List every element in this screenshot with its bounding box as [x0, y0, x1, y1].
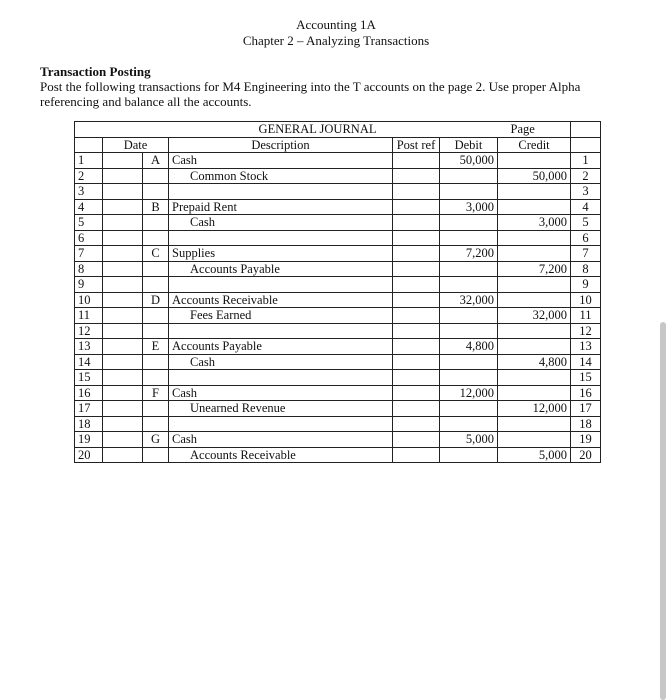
- credit-cell[interactable]: 4,800: [498, 354, 571, 370]
- transaction-letter: [143, 230, 169, 246]
- date-cell[interactable]: [103, 292, 143, 308]
- description-cell[interactable]: [169, 184, 393, 200]
- journal-header-row: [75, 122, 601, 138]
- line-number: 10: [75, 292, 103, 308]
- description-cell[interactable]: [169, 323, 393, 339]
- debit-cell[interactable]: 12,000: [440, 385, 498, 401]
- account-name: Accounts Receivable: [172, 292, 278, 307]
- post-ref-cell[interactable]: [393, 199, 440, 215]
- line-number: 5: [75, 215, 103, 231]
- debit-cell[interactable]: 7,200: [440, 246, 498, 262]
- account-name: Cash: [190, 215, 215, 230]
- line-number: 15: [75, 370, 103, 386]
- description-cell[interactable]: [169, 215, 393, 231]
- credit-cell[interactable]: [498, 385, 571, 401]
- debit-cell[interactable]: [440, 230, 498, 246]
- journal-row: [75, 323, 601, 339]
- post-ref-cell[interactable]: [393, 447, 440, 463]
- document-title: Accounting 1A: [296, 17, 376, 32]
- debit-cell[interactable]: [440, 184, 498, 200]
- journal-row: [75, 215, 601, 231]
- transaction-letter: [143, 370, 169, 386]
- column-header-row: [75, 137, 601, 153]
- credit-cell[interactable]: [498, 199, 571, 215]
- debit-cell[interactable]: [440, 416, 498, 432]
- transaction-letter: B: [143, 199, 169, 215]
- description-cell[interactable]: [169, 354, 393, 370]
- account-name: Accounts Payable: [172, 339, 262, 354]
- credit-cell[interactable]: 32,000: [498, 308, 571, 324]
- post-ref-cell[interactable]: [393, 308, 440, 324]
- debit-cell[interactable]: 32,000: [440, 292, 498, 308]
- line-number: 6: [75, 230, 103, 246]
- credit-cell[interactable]: [498, 339, 571, 355]
- debit-cell[interactable]: [440, 370, 498, 386]
- date-cell[interactable]: [103, 199, 143, 215]
- journal-row: [75, 447, 601, 463]
- description-cell[interactable]: [169, 416, 393, 432]
- right-line-number: 13: [571, 339, 601, 355]
- post-ref-cell[interactable]: [393, 416, 440, 432]
- date-cell[interactable]: [103, 416, 143, 432]
- instructions-text: Post the following transactions for M4 Engineering into the T accounts on the page 2. Use proper Alpha referencing and balance all the accounts.: [40, 79, 581, 109]
- date-cell[interactable]: [103, 277, 143, 293]
- vertical-scrollbar[interactable]: [660, 322, 666, 700]
- date-cell[interactable]: [103, 370, 143, 386]
- journal-row: [75, 184, 601, 200]
- description-header: Description: [169, 137, 393, 153]
- right-line-number: 15: [571, 370, 601, 386]
- journal-row: [75, 401, 601, 417]
- journal-row: [75, 385, 601, 401]
- debit-cell[interactable]: [440, 354, 498, 370]
- credit-header: Credit: [498, 137, 571, 153]
- journal-row: [75, 199, 601, 215]
- transaction-letter: [143, 308, 169, 324]
- post-ref-cell[interactable]: [393, 354, 440, 370]
- right-line-number: 8: [571, 261, 601, 277]
- date-cell[interactable]: [103, 184, 143, 200]
- line-number: 9: [75, 277, 103, 293]
- line-number: 14: [75, 354, 103, 370]
- right-line-number: 16: [571, 385, 601, 401]
- post-ref-cell[interactable]: [393, 277, 440, 293]
- right-line-number: 5: [571, 215, 601, 231]
- description-cell[interactable]: [169, 432, 393, 448]
- credit-cell[interactable]: [498, 416, 571, 432]
- date-cell[interactable]: [103, 354, 143, 370]
- description-cell[interactable]: [169, 370, 393, 386]
- credit-cell[interactable]: [498, 323, 571, 339]
- description-cell[interactable]: [169, 153, 393, 169]
- account-name: Prepaid Rent: [172, 199, 237, 214]
- transaction-letter: [143, 261, 169, 277]
- line-number: 12: [75, 323, 103, 339]
- journal-title: [75, 122, 571, 138]
- right-line-number: 7: [571, 246, 601, 262]
- line-number: 16: [75, 385, 103, 401]
- journal-row: [75, 168, 601, 184]
- credit-cell[interactable]: [498, 432, 571, 448]
- credit-cell[interactable]: [498, 370, 571, 386]
- date-cell[interactable]: [103, 308, 143, 324]
- journal-row: [75, 339, 601, 355]
- description-cell[interactable]: [169, 385, 393, 401]
- journal-title-text: GENERAL JOURNAL: [258, 122, 377, 137]
- post-ref-cell[interactable]: [393, 401, 440, 417]
- account-name: Fees Earned: [190, 308, 252, 323]
- description-cell[interactable]: [169, 230, 393, 246]
- line-number: 13: [75, 339, 103, 355]
- debit-header: Debit: [440, 137, 498, 153]
- transaction-letter: [143, 447, 169, 463]
- description-cell[interactable]: [169, 277, 393, 293]
- date-cell[interactable]: [103, 385, 143, 401]
- right-line-number: 12: [571, 323, 601, 339]
- line-number: 8: [75, 261, 103, 277]
- credit-cell[interactable]: [498, 292, 571, 308]
- transaction-letter: [143, 354, 169, 370]
- right-line-number: 9: [571, 277, 601, 293]
- post-ref-cell[interactable]: [393, 385, 440, 401]
- transaction-letter: [143, 416, 169, 432]
- right-line-number: 19: [571, 432, 601, 448]
- post-ref-cell[interactable]: [393, 339, 440, 355]
- transaction-letter: E: [143, 339, 169, 355]
- post-ref-cell[interactable]: [393, 246, 440, 262]
- journal-row: [75, 370, 601, 386]
- date-cell[interactable]: [103, 230, 143, 246]
- journal-row: [75, 230, 601, 246]
- description-cell[interactable]: [169, 168, 393, 184]
- debit-cell[interactable]: [440, 261, 498, 277]
- line-number: 18: [75, 416, 103, 432]
- debit-cell[interactable]: [440, 168, 498, 184]
- post-ref-cell[interactable]: [393, 230, 440, 246]
- account-name: Cash: [172, 432, 197, 447]
- right-line-number: 17: [571, 401, 601, 417]
- line-number: 2: [75, 168, 103, 184]
- right-line-number: 14: [571, 354, 601, 370]
- transaction-letter: G: [143, 432, 169, 448]
- credit-cell[interactable]: 7,200: [498, 261, 571, 277]
- account-name: Accounts Receivable: [190, 447, 296, 462]
- page-number-cell[interactable]: [571, 122, 601, 138]
- line-number: 11: [75, 308, 103, 324]
- line-number: 7: [75, 246, 103, 262]
- date-cell[interactable]: [103, 432, 143, 448]
- transaction-letter: A: [143, 153, 169, 169]
- date-cell[interactable]: [103, 153, 143, 169]
- section-title: Transaction Posting: [40, 64, 151, 79]
- page-label: Page: [510, 122, 535, 137]
- debit-cell[interactable]: [440, 308, 498, 324]
- date-cell[interactable]: [103, 168, 143, 184]
- debit-cell[interactable]: [440, 323, 498, 339]
- description-cell[interactable]: [169, 292, 393, 308]
- journal-row: [75, 292, 601, 308]
- description-cell[interactable]: [169, 246, 393, 262]
- general-journal-table: [74, 121, 601, 463]
- transaction-letter: [143, 401, 169, 417]
- line-number: 4: [75, 199, 103, 215]
- right-line-number: 6: [571, 230, 601, 246]
- debit-cell[interactable]: [440, 401, 498, 417]
- post-ref-cell[interactable]: [393, 432, 440, 448]
- account-name: Supplies: [172, 246, 216, 261]
- account-name: Common Stock: [190, 168, 269, 183]
- journal-row: [75, 246, 601, 262]
- description-cell[interactable]: [169, 261, 393, 277]
- description-cell[interactable]: [169, 308, 393, 324]
- debit-cell[interactable]: 3,000: [440, 199, 498, 215]
- credit-cell[interactable]: [498, 153, 571, 169]
- credit-cell[interactable]: [498, 277, 571, 293]
- date-header: Date: [103, 137, 169, 153]
- line-number-header: [75, 137, 103, 153]
- credit-cell[interactable]: 12,000: [498, 401, 571, 417]
- post-ref-cell[interactable]: [393, 323, 440, 339]
- journal-row: [75, 277, 601, 293]
- transaction-letter: [143, 184, 169, 200]
- date-cell[interactable]: [103, 339, 143, 355]
- post-ref-cell[interactable]: [393, 292, 440, 308]
- account-name: Accounts Payable: [190, 261, 280, 276]
- date-cell[interactable]: [103, 401, 143, 417]
- transaction-letter: D: [143, 292, 169, 308]
- journal-row: [75, 308, 601, 324]
- right-line-number: 20: [571, 447, 601, 463]
- right-line-number: 2: [571, 168, 601, 184]
- post-ref-cell[interactable]: [393, 168, 440, 184]
- debit-cell[interactable]: 4,800: [440, 339, 498, 355]
- transaction-letter: C: [143, 246, 169, 262]
- line-number: 20: [75, 447, 103, 463]
- transaction-letter: [143, 277, 169, 293]
- post-ref-cell[interactable]: [393, 370, 440, 386]
- journal-row: [75, 416, 601, 432]
- account-name: Cash: [172, 385, 197, 400]
- credit-cell[interactable]: [498, 184, 571, 200]
- date-cell[interactable]: [103, 323, 143, 339]
- date-cell[interactable]: [103, 261, 143, 277]
- post-ref-cell[interactable]: [393, 215, 440, 231]
- date-cell[interactable]: [103, 215, 143, 231]
- description-cell[interactable]: [169, 199, 393, 215]
- journal-row: [75, 153, 601, 169]
- account-name: Unearned Revenue: [190, 401, 286, 416]
- debit-cell[interactable]: [440, 215, 498, 231]
- right-line-number: 3: [571, 184, 601, 200]
- post-ref-cell[interactable]: [393, 153, 440, 169]
- description-cell[interactable]: [169, 339, 393, 355]
- journal-row: [75, 261, 601, 277]
- right-line-number: 18: [571, 416, 601, 432]
- line-number: 17: [75, 401, 103, 417]
- credit-cell[interactable]: [498, 230, 571, 246]
- transaction-letter: F: [143, 385, 169, 401]
- transaction-letter: [143, 168, 169, 184]
- line-number: 1: [75, 153, 103, 169]
- transaction-letter: [143, 215, 169, 231]
- right-line-number: 10: [571, 292, 601, 308]
- right-line-number: 4: [571, 199, 601, 215]
- journal-row: [75, 354, 601, 370]
- debit-cell[interactable]: 5,000: [440, 432, 498, 448]
- description-cell[interactable]: [169, 401, 393, 417]
- post-ref-cell[interactable]: [393, 184, 440, 200]
- debit-cell[interactable]: [440, 447, 498, 463]
- credit-cell[interactable]: 3,000: [498, 215, 571, 231]
- credit-cell[interactable]: [498, 246, 571, 262]
- description-cell[interactable]: [169, 447, 393, 463]
- debit-cell[interactable]: [440, 277, 498, 293]
- account-name: Cash: [172, 153, 197, 168]
- journal-row: [75, 432, 601, 448]
- line-number: 19: [75, 432, 103, 448]
- debit-cell[interactable]: 50,000: [440, 153, 498, 169]
- document-subtitle: Chapter 2 – Analyzing Transactions: [242, 33, 430, 48]
- line-number: 3: [75, 184, 103, 200]
- right-line-number: 11: [571, 308, 601, 324]
- credit-cell[interactable]: 50,000: [498, 168, 571, 184]
- date-cell[interactable]: [103, 246, 143, 262]
- account-name: Cash: [190, 354, 215, 369]
- post-ref-cell[interactable]: [393, 261, 440, 277]
- transaction-letter: [143, 323, 169, 339]
- post-ref-header: Post ref: [393, 137, 440, 153]
- right-number-header: [571, 137, 601, 153]
- credit-cell[interactable]: 5,000: [498, 447, 571, 463]
- date-cell[interactable]: [103, 447, 143, 463]
- right-line-number: 1: [571, 153, 601, 169]
